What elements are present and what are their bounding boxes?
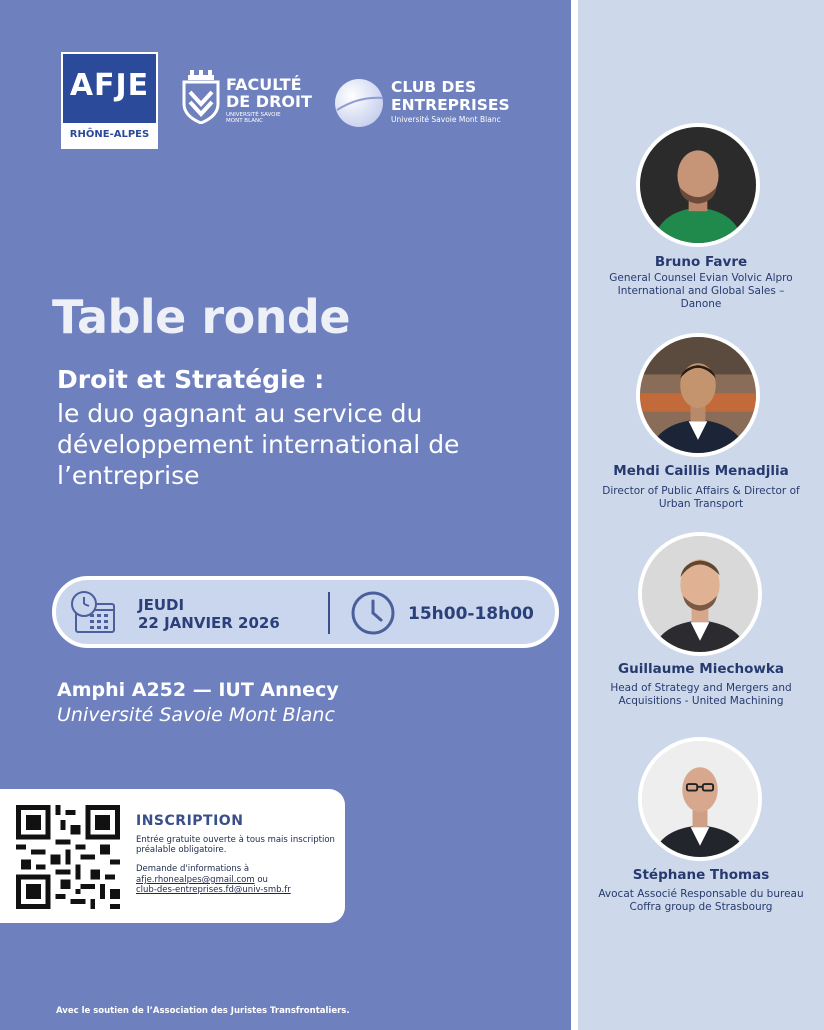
club-logo-line1: CLUB DES	[391, 78, 477, 96]
faculte-logo-line1: FACULTÉ	[226, 75, 302, 94]
speaker-photo	[636, 333, 760, 457]
panel-divider	[571, 0, 578, 1030]
date-time-separator	[328, 592, 330, 634]
calendar-icon	[70, 590, 116, 634]
inscription-title: INSCRIPTION	[136, 813, 244, 829]
speaker-role: Head of Strategy and Mergers and Acquisitions - United Machining	[610, 682, 792, 707]
event-university: Université Savoie Mont Blanc	[57, 704, 335, 726]
speaker-role: Director of Public Affairs & Director of Urban Transport	[602, 485, 800, 510]
avatar	[642, 536, 758, 652]
club-logo-line3: Université Savoie Mont Blanc	[391, 115, 501, 124]
event-day: JEUDI	[138, 596, 185, 614]
email-link-afje[interactable]: afje.rhonealpes@gmail.com	[136, 875, 255, 885]
event-title: Table ronde	[52, 290, 351, 344]
inscription-card	[0, 789, 345, 923]
speaker-photo	[638, 532, 762, 656]
club-logo	[333, 76, 523, 130]
speaker-name: Bruno Favre	[654, 254, 748, 270]
afje-logo	[61, 52, 158, 149]
faculte-logo-line2: DE DROIT	[226, 92, 312, 111]
club-globe-icon	[333, 78, 385, 128]
speaker-photo	[638, 737, 762, 861]
inscription-info: Entrée gratuite ouverte à tous mais inscription préalable obligatoire.	[136, 835, 335, 855]
inscription-contact-label: Demande d'informations à	[136, 864, 250, 874]
faculte-logo	[182, 70, 317, 128]
clock-icon	[350, 590, 396, 636]
avatar	[642, 741, 758, 857]
speaker-role: General Counsel Evian Volvic Alpro International and Global Sales – Danone	[609, 272, 793, 310]
speaker-name: Stéphane Thomas	[632, 867, 770, 883]
inscription-email-line	[136, 875, 268, 885]
afje-logo-subtext: RHÔNE-ALPES	[63, 123, 156, 147]
speaker-name: Guillaume Miechowka	[618, 661, 784, 677]
footer-support: Avec le soutien de l’Association des Juristes Transfrontaliers.	[56, 1006, 350, 1016]
shield-icon	[182, 70, 220, 124]
club-logo-line2: ENTREPRISES	[391, 96, 510, 114]
email-link-club[interactable]: club-des-entreprises.fd@univ-smb.fr	[136, 885, 291, 895]
event-venue: Amphi A252 — IUT Annecy	[57, 679, 339, 701]
avatar	[640, 127, 756, 243]
speaker-name: Mehdi Caillis Menadjlia	[613, 463, 789, 479]
avatar	[640, 337, 756, 453]
event-subtitle: le duo gagnant au service du développement international de l’entreprise	[57, 399, 460, 490]
afje-logo-text: AFJE	[69, 68, 150, 103]
date-time-box	[52, 576, 559, 648]
qr-code[interactable]	[16, 805, 120, 909]
email-or: ou	[254, 875, 268, 885]
faculte-logo-line3: UNIVERSITÉ SAVOIE MONT BLANC	[226, 112, 281, 124]
event-time: 15h00-18h00	[408, 604, 534, 624]
event-subtitle-lead: Droit et Stratégie :	[57, 365, 325, 394]
speaker-role: Avocat Associé Responsable du bureau Coffra group de Strasbourg	[598, 888, 804, 913]
speaker-photo	[636, 123, 760, 247]
event-date: 22 JANVIER 2026	[138, 614, 280, 632]
